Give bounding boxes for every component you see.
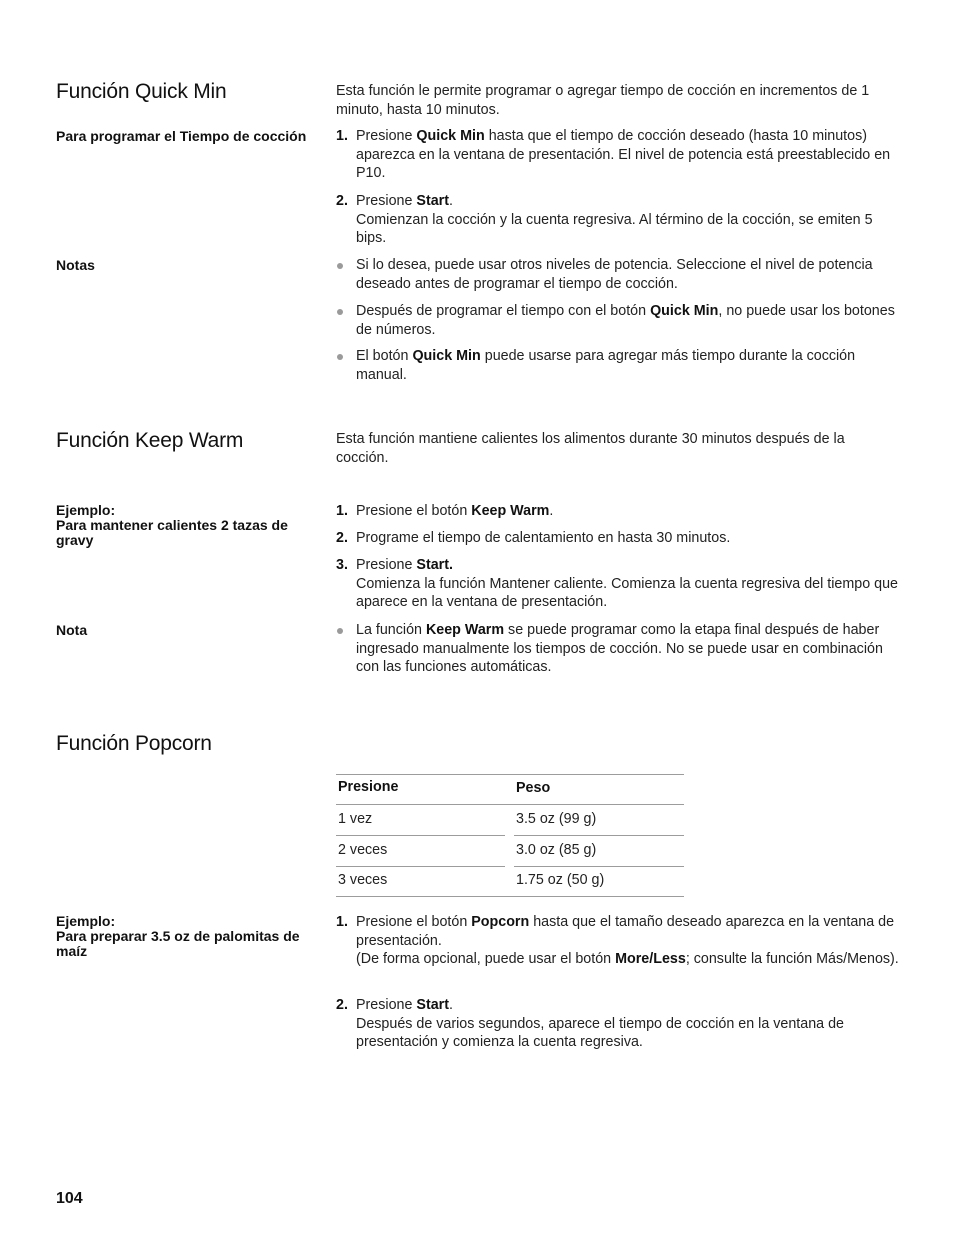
quick-min-note-3: El botón Quick Min puede usarse para agregar más tiempo durante la cocción manual. — [336, 347, 906, 384]
example-description: Para mantener calientes 2 tazas de gravy — [56, 517, 288, 548]
step-number: 2. — [336, 530, 348, 546]
step-detail: (De forma opcional, puede usar el botón More/Less; consulte la función Más/Menos). — [356, 951, 899, 967]
popcorn-step-2: 2. Presione Start. Después de varios segundos, aparece el tiempo de cocción en la ventana de presentación y comienza la cuenta regresiva. — [336, 996, 906, 1052]
nota-label: Nota — [56, 622, 88, 638]
step-number: 2. — [336, 997, 348, 1013]
table-header-weight: Peso — [516, 780, 551, 796]
step-number: 1. — [336, 503, 348, 519]
table-header-press: Presione — [338, 779, 399, 795]
step-detail: Comienzan la cocción y la cuenta regresiva. Al término de la cocción, se emiten 5 bips. — [356, 211, 873, 246]
table-cell: 3 veces — [338, 872, 388, 888]
keep-warm-intro: Esta función mantiene calientes los alimentos durante 30 minutos después de la cocción. — [336, 431, 845, 466]
popcorn-example — [56, 914, 321, 959]
step-detail: Comienza la función Mantener caliente. Comienza la cuenta regresiva del tiempo que aparece en la ventana de presentación. — [356, 575, 898, 610]
keep-warm-step-2: 2. Programe el tiempo de calentamiento en hasta 30 minutos. — [336, 530, 731, 546]
keep-warm-step-3: 3. Presione Start. Comienza la función Mantener caliente. Comienza la cuenta regresiva del tiempo que aparece en la ventana de presentación. — [336, 556, 906, 612]
table-rule — [336, 866, 505, 867]
table-cell: 2 veces — [338, 842, 388, 858]
page-number: 104 — [56, 1190, 83, 1207]
quick-min-step-1: 1. Presione Quick Min hasta que el tiempo de cocción deseado (hasta 10 minutos) aparezca en la ventana de presentación. El nivel de potencia está preestablecido en P10. — [336, 128, 891, 181]
table-rule — [336, 896, 684, 897]
step-detail: Después de varios segundos, aparece el tiempo de cocción en la ventana de presentación y comienza la cuenta regresiva. — [356, 1015, 844, 1050]
table-rule — [514, 835, 684, 836]
example-description: Para preparar 3.5 oz de palomitas de maíz — [56, 928, 300, 959]
table-rule — [336, 774, 684, 775]
example-label: Ejemplo: — [56, 913, 116, 929]
step-number: 2. — [336, 193, 348, 209]
table-rule — [336, 804, 684, 805]
quick-min-intro: Esta función le permite programar o agregar tiempo de cocción en incrementos de 1 minuto, hasta 10 minutos. — [336, 83, 870, 118]
keep-warm-step-1: 1. Presione el botón Keep Warm. — [336, 503, 554, 519]
popcorn-heading: Función Popcorn — [56, 732, 212, 755]
keep-warm-example — [56, 503, 326, 548]
keep-warm-heading: Función Keep Warm — [56, 429, 244, 452]
notes-label: Notas — [56, 257, 95, 273]
table-rule — [514, 866, 684, 867]
table-cell: 3.5 oz (99 g) — [516, 811, 597, 827]
step-number: 1. — [336, 128, 348, 144]
table-cell: 1.75 oz (50 g) — [516, 872, 605, 888]
bullet-icon — [337, 628, 343, 634]
quick-min-note-1: Si lo desea, puede usar otros niveles de potencia. Seleccione el nivel de potencia deseado antes de programar el tiempo de cocción. — [336, 256, 906, 293]
keep-warm-note-1: La función Keep Warm se puede programar como la etapa final después de haber ingresado manualmente los tiempos de cocción. No se puede usar en combinación con las funciones automáticas. — [336, 621, 906, 677]
quick-min-step-2: 2. Presione Start. Comienzan la cocción y la cuenta regresiva. Al término de la cocción, se emiten 5 bips. — [336, 192, 906, 248]
step-number: 1. — [336, 914, 348, 930]
bullet-icon — [337, 263, 343, 269]
quick-min-program-label: Para programar el Tiempo de cocción — [56, 128, 307, 144]
bullet-icon — [337, 309, 343, 315]
table-cell: 1 vez — [338, 811, 373, 827]
table-cell: 3.0 oz (85 g) — [516, 842, 597, 858]
table-rule — [336, 835, 505, 836]
bullet-icon — [337, 354, 343, 360]
popcorn-step-1: 1. Presione el botón Popcorn hasta que el tamaño deseado aparezca en la ventana de presentación. (De forma opcional, puede usar el botón More/Less; consulte la función Más/Menos). — [336, 913, 906, 969]
quick-min-heading: Función Quick Min — [56, 80, 227, 103]
quick-min-note-2: Después de programar el tiempo con el botón Quick Min, no puede usar los botones de números. — [336, 302, 906, 339]
step-number: 3. — [336, 557, 348, 573]
example-label: Ejemplo: — [56, 502, 116, 518]
